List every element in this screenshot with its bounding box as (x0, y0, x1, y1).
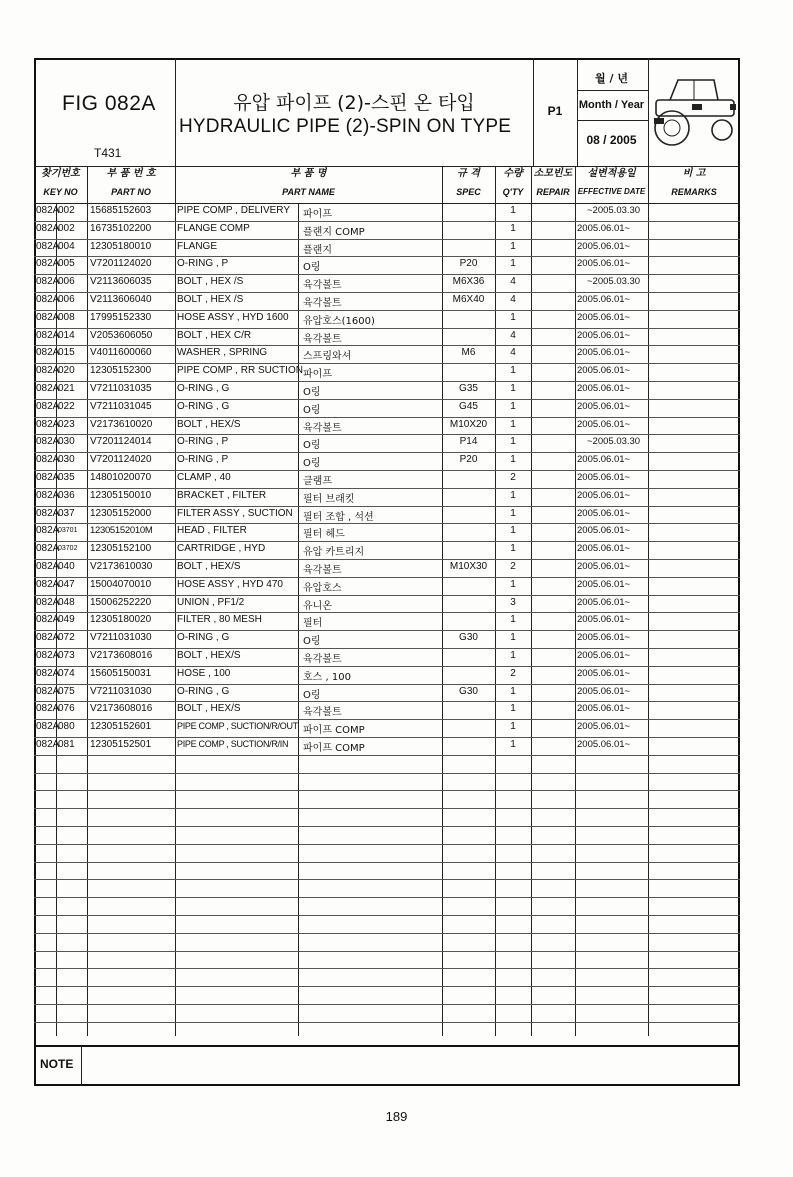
part-name-ko: 육각볼트 (303, 565, 342, 576)
part-name-en: PIPE COMP , RR SUCTION (177, 365, 303, 377)
part-name-en: O-RING , G (177, 632, 230, 644)
part-name-ko: O링 (303, 636, 321, 648)
part-no: V7201124020 (90, 454, 152, 466)
figure-number: FIG 082A (62, 92, 156, 115)
part-name-en: CLAMP , 40 (177, 472, 231, 483)
spec: P20 (459, 454, 478, 466)
part-no: V7211031030 (90, 685, 152, 697)
page-code: P1 (547, 104, 563, 118)
quantity: 1 (510, 418, 516, 430)
part-name-ko: 필터 (303, 618, 323, 630)
part-name-en: O-RING , G (177, 685, 230, 697)
title-korean: 유압 파이프 (2)-스핀 온 타입 (233, 92, 475, 114)
fig-code: 082A (36, 454, 60, 466)
fig-code: 082A (36, 507, 60, 519)
effective-date: 2005.06.01~ (577, 329, 631, 341)
part-name-ko: 유압호스 (303, 582, 342, 594)
part-name-en: PIPE COMP , DELIVERY (177, 205, 291, 216)
part-name-en: BOLT , HEX C/R (177, 329, 252, 341)
fig-code: 082A (36, 258, 60, 270)
effective-date: 2005.06.01~ (577, 222, 631, 234)
part-name-ko: 스프링와셔 (303, 351, 352, 363)
key-no: 022 (58, 400, 75, 412)
fig-code: 082A (36, 525, 60, 537)
part-name-ko: 파이프 COMP (303, 743, 365, 754)
fig-code: 082A (36, 365, 60, 377)
key-no: 076 (58, 703, 75, 715)
part-no: 12305152601 (90, 721, 152, 733)
quantity: 1 (510, 614, 516, 626)
effective-date: 2005.06.01~ (577, 489, 631, 501)
effective-date: 2005.06.01~ (577, 258, 631, 270)
effective-date: 2005.06.01~ (577, 525, 631, 537)
title-english: HYDRAULIC PIPE (2)-SPIN ON TYPE (179, 116, 512, 137)
part-name-en: HOSE ASSY , HYD 1600 (177, 311, 289, 323)
effective-date: ~2005.03.30 (587, 205, 641, 216)
part-no: V7211031030 (90, 632, 152, 644)
fig-code: 082A (36, 329, 60, 341)
spec: M10X20 (449, 418, 488, 430)
part-no: V7211031035 (90, 383, 152, 394)
fig-code: 082A (36, 739, 60, 750)
part-name-ko: O링 (303, 387, 321, 398)
part-name-en: HEAD , FILTER (177, 525, 247, 537)
part-name-ko: 유니온 (303, 600, 332, 612)
part-no: V2173610030 (90, 561, 153, 572)
key-no: 073 (58, 650, 75, 661)
part-name-ko: 육각볼트 (303, 654, 342, 665)
fig-code: 082A (36, 222, 60, 234)
part-name-en: O-RING , P (177, 436, 229, 448)
part-name-ko: 육각볼트 (303, 422, 342, 434)
fig-code: 082A (36, 418, 60, 430)
part-name-ko: O링 (303, 262, 321, 274)
key-no: 021 (58, 383, 75, 394)
part-name-ko: O링 (303, 458, 321, 470)
fig-code: 082A (36, 294, 60, 305)
part-name-ko: 호스 , 100 (303, 671, 351, 683)
effective-date: 2005.06.01~ (577, 311, 631, 323)
key-no: 072 (58, 632, 75, 644)
table-row (34, 363, 740, 381)
part-name-ko: 유압 카트리지 (303, 547, 365, 559)
part-name-en: BOLT , HEX/S (177, 418, 241, 430)
fig-code: 082A (36, 721, 60, 733)
header (34, 58, 740, 166)
fig-code: 082A (36, 383, 60, 394)
title-cell (175, 58, 533, 166)
effective-date: 2005.06.01~ (577, 632, 631, 644)
part-name-ko: 파이프 COMP (303, 725, 365, 737)
fig-code: 082A (36, 472, 60, 483)
part-no: 12305152501 (90, 739, 152, 750)
fig-code: 082A (36, 578, 60, 590)
effective-date: 2005.06.01~ (577, 703, 631, 715)
key-no: 015 (58, 347, 75, 359)
part-name-ko: 플랜지 COMP (303, 226, 365, 238)
date-cell (575, 58, 648, 166)
part-no: V2113606035 (90, 276, 152, 288)
effective-date: 2005.06.01~ (577, 240, 631, 252)
part-name-ko: 유압호스(1600) (303, 315, 375, 327)
table-row (34, 239, 740, 257)
part-name-en: O-RING , G (177, 383, 230, 394)
spec: P14 (459, 436, 478, 448)
part-name-en: O-RING , P (177, 258, 229, 270)
part-no: 15004070010 (90, 578, 152, 590)
quantity: 4 (510, 347, 516, 359)
table-row (34, 470, 740, 488)
col-part-name: 부 품 명 PART NAME (282, 168, 335, 197)
fig-code: 082A (36, 614, 60, 626)
quantity: 1 (510, 703, 516, 715)
part-no: 15006252220 (90, 596, 152, 608)
table-row (34, 434, 740, 452)
quantity: 1 (510, 383, 516, 394)
part-no: V2173608016 (90, 703, 153, 715)
part-no: V7211031045 (90, 400, 152, 412)
effective-date: 2005.06.01~ (577, 507, 631, 519)
key-no: 048 (58, 596, 75, 608)
part-no: 15605150031 (90, 667, 152, 679)
part-no: V4011600060 (90, 347, 152, 359)
page-number: 189 (385, 1109, 408, 1124)
effective-date: 2005.06.01~ (577, 685, 631, 697)
key-no: 030 (58, 454, 75, 466)
table-row (34, 381, 740, 399)
table-row (34, 274, 740, 292)
effective-date: 2005.06.01~ (577, 561, 631, 572)
fig-code: 082A (36, 543, 60, 555)
part-name-ko: 필터 조합 , 석션 (303, 511, 374, 523)
part-name-en: HOSE ASSY , HYD 470 (177, 578, 283, 590)
effective-date: 2005.06.01~ (577, 472, 631, 483)
effective-date: ~2005.03.30 (587, 276, 641, 288)
fig-code: 082A (36, 561, 60, 572)
part-name-ko: 플랜지 (303, 244, 332, 256)
quantity: 1 (510, 721, 516, 733)
table-row (34, 310, 740, 328)
parts-table (34, 166, 740, 1036)
part-no: 16735102200 (90, 222, 152, 234)
table-row (34, 684, 740, 702)
part-name-en: WASHER , SPRING (177, 347, 268, 359)
key-no: 080 (58, 721, 75, 733)
effective-date: ~2005.03.30 (587, 436, 641, 448)
part-name-ko: 클램프 (303, 476, 332, 487)
table-row (34, 399, 740, 417)
key-no: 036 (58, 489, 75, 501)
col-key: 찾기번호 KEY NO (41, 168, 80, 197)
key-no: 014 (58, 329, 75, 341)
part-name-en: BOLT , HEX /S (177, 276, 244, 288)
fig-code: 082A (36, 240, 60, 252)
fig-code: 082A (36, 205, 60, 216)
part-name-ko: 파이프 (303, 369, 332, 381)
fig-cell (34, 58, 175, 166)
table-row (34, 488, 740, 506)
tractor-illustration (648, 58, 740, 166)
spec: G45 (459, 400, 478, 412)
effective-date: 2005.06.01~ (577, 365, 631, 377)
model-code: T431 (94, 146, 122, 160)
part-name-ko: O링 (303, 689, 321, 701)
quantity: 1 (510, 685, 516, 697)
part-name-en: FILTER , 80 MESH (177, 614, 262, 626)
quantity: 1 (510, 222, 516, 234)
table-row (34, 737, 740, 755)
quantity: 2 (510, 667, 516, 679)
quantity: 1 (510, 632, 516, 644)
table-row (34, 417, 740, 435)
key-no: 030 (58, 436, 75, 448)
effective-date: 2005.06.01~ (577, 614, 631, 626)
fig-code: 082A (36, 703, 60, 715)
effective-date: 2005.06.01~ (577, 294, 631, 305)
fig-code: 082A (36, 685, 60, 697)
key-no: 081 (58, 739, 75, 750)
spec: M10X30 (449, 561, 488, 572)
part-name-ko: O링 (303, 440, 321, 452)
col-repair: 소모빈도 REPAIR (533, 168, 573, 197)
effective-date: 2005.06.01~ (577, 667, 631, 679)
table-row (34, 719, 740, 737)
spec: M6X40 (452, 294, 485, 305)
part-name-en: PIPE COMP , SUCTION/R/IN (177, 739, 289, 749)
key-no: 002 (58, 222, 75, 234)
key-no: 074 (58, 667, 75, 679)
part-no: 12305152010M (90, 525, 153, 537)
part-no: V7201124014 (90, 436, 152, 448)
table-row (34, 701, 740, 719)
part-name-ko: 육각볼트 (303, 298, 342, 309)
part-name-en: BOLT , HEX/S (177, 650, 241, 661)
key-no: 002 (58, 205, 75, 216)
key-no: 037 (58, 507, 75, 519)
part-no: 15685152603 (90, 205, 152, 216)
quantity: 1 (510, 436, 516, 448)
fig-code: 082A (36, 489, 60, 501)
table-row (34, 612, 740, 630)
part-name-en: O-RING , P (177, 454, 229, 466)
effective-date: 2005.06.01~ (577, 543, 631, 555)
quantity: 3 (510, 596, 516, 608)
quantity: 1 (510, 739, 516, 750)
quantity: 2 (510, 561, 516, 572)
quantity: 1 (510, 400, 516, 412)
part-no: 12305152000 (90, 507, 152, 519)
effective-date: 2005.06.01~ (577, 400, 631, 412)
spec: M6 (461, 347, 476, 359)
key-no: 040 (58, 561, 75, 572)
quantity: 1 (510, 507, 516, 519)
part-no: V7201124020 (90, 258, 152, 270)
quantity: 1 (510, 258, 516, 270)
quantity: 1 (510, 489, 516, 501)
note-label: NOTE (40, 1057, 74, 1071)
part-no: 12305180010 (90, 240, 152, 252)
col-effective-date: 설변적용일 EFFECTIVE DATE (577, 168, 646, 196)
part-name-ko: 파이프 (303, 209, 332, 220)
quantity: 1 (510, 543, 516, 555)
part-name-en: O-RING , G (177, 400, 230, 412)
effective-date: 2005.06.01~ (577, 454, 631, 466)
key-no: 035 (58, 472, 75, 483)
part-name-en: BOLT , HEX/S (177, 703, 241, 715)
part-name-ko: 육각볼트 (303, 333, 342, 345)
issue-date: 08 / 2005 (586, 133, 637, 147)
table-row (34, 559, 740, 577)
part-no: 12305152100 (90, 543, 152, 555)
key-no: 008 (58, 311, 75, 323)
table-row (34, 666, 740, 684)
spec: M6X36 (452, 276, 485, 288)
quantity: 4 (510, 329, 516, 341)
part-no: V2053606050 (90, 329, 153, 341)
effective-date: 2005.06.01~ (577, 347, 631, 359)
fig-code: 082A (36, 347, 60, 359)
effective-date: 2005.06.01~ (577, 721, 631, 733)
part-name-en: HOSE , 100 (177, 667, 231, 679)
quantity: 1 (510, 311, 516, 323)
part-no: 17995152330 (90, 311, 152, 323)
col-spec: 규 격 SPEC (456, 168, 481, 197)
key-no: 049 (58, 614, 75, 626)
part-name-en: BRACKET , FILTER (177, 489, 267, 501)
part-name-en: UNION , PF1/2 (177, 596, 245, 608)
effective-date: 2005.06.01~ (577, 578, 631, 590)
key-no: 005 (58, 258, 75, 270)
spec: P20 (459, 258, 478, 270)
fig-code: 082A (36, 400, 60, 412)
part-no: 12305152300 (90, 365, 152, 377)
key-no: 03701 (58, 527, 78, 535)
table-row (34, 221, 740, 239)
fig-code: 082A (36, 311, 60, 323)
spec: G30 (459, 632, 478, 644)
part-name-en: BOLT , HEX /S (177, 294, 244, 305)
part-name-ko: 육각볼트 (303, 707, 342, 719)
quantity: 1 (510, 454, 516, 466)
part-name-ko: 필터 브래킷 (303, 493, 355, 505)
key-no: 03702 (58, 545, 78, 553)
quantity: 4 (510, 294, 516, 305)
month-year-label-ko: 월 / 년 (595, 72, 628, 85)
part-name-en: FLANGE COMP (177, 222, 250, 234)
col-remarks: 비 고 REMARKS (671, 168, 717, 197)
quantity: 1 (510, 525, 516, 537)
table-row (34, 630, 740, 648)
effective-date: 2005.06.01~ (577, 596, 631, 608)
table-row (34, 506, 740, 524)
key-no: 075 (58, 685, 75, 697)
effective-date: 2005.06.01~ (577, 650, 631, 661)
fig-code: 082A (36, 650, 60, 661)
table-row (34, 541, 740, 559)
table-row (34, 577, 740, 595)
part-name-ko: 육각볼트 (303, 280, 342, 292)
tractor-icon (648, 58, 740, 166)
key-no: 047 (58, 578, 75, 590)
table-row (34, 648, 740, 666)
quantity: 4 (510, 276, 516, 288)
part-no: V2113606040 (90, 294, 152, 305)
key-no: 023 (58, 418, 75, 430)
table-row (34, 595, 740, 613)
part-no: 12305180020 (90, 614, 152, 626)
part-name-en: FILTER ASSY , SUCTION (177, 507, 293, 519)
fig-code: 082A (36, 436, 60, 448)
month-year-label-en: Month / Year (578, 99, 645, 111)
part-name-ko: O링 (303, 404, 321, 416)
effective-date: 2005.06.01~ (577, 739, 631, 750)
table-row (34, 203, 740, 221)
table-row (34, 292, 740, 310)
fig-code: 082A (36, 276, 60, 288)
table-row (34, 523, 740, 541)
part-name-en: PIPE COMP , SUCTION/R/OUT (177, 721, 298, 732)
quantity: 1 (510, 240, 516, 252)
part-name-en: FLANGE (177, 240, 218, 252)
key-no: 004 (58, 240, 75, 252)
quantity: 2 (510, 472, 516, 483)
fig-code: 082A (36, 632, 60, 644)
part-name-ko: 필터 헤드 (303, 529, 345, 541)
col-qty: 수량 Q'TY (502, 168, 524, 197)
effective-date: 2005.06.01~ (577, 418, 631, 430)
part-no: 12305150010 (90, 489, 152, 501)
part-no: 14801020070 (90, 472, 152, 483)
table-row (34, 452, 740, 470)
spec: G30 (459, 685, 478, 697)
table-row (34, 328, 740, 346)
part-name-en: BOLT , HEX/S (177, 561, 241, 572)
col-part-no: 부 품 번 호 PART NO (106, 168, 156, 197)
quantity: 1 (510, 205, 516, 216)
effective-date: 2005.06.01~ (577, 383, 631, 394)
quantity: 1 (510, 650, 516, 661)
part-no: V2173608016 (90, 650, 153, 661)
table-row (34, 345, 740, 363)
part-no: V2173610020 (90, 418, 153, 430)
key-no: 006 (58, 276, 75, 288)
fig-code: 082A (36, 667, 60, 679)
fig-code: 082A (36, 596, 60, 608)
quantity: 1 (510, 365, 516, 377)
spec: G35 (459, 383, 478, 394)
quantity: 1 (510, 578, 516, 590)
key-no: 006 (58, 294, 75, 305)
part-name-en: CARTRIDGE , HYD (177, 543, 266, 555)
key-no: 020 (58, 365, 75, 377)
table-row (34, 256, 740, 274)
page-cell (533, 58, 577, 166)
